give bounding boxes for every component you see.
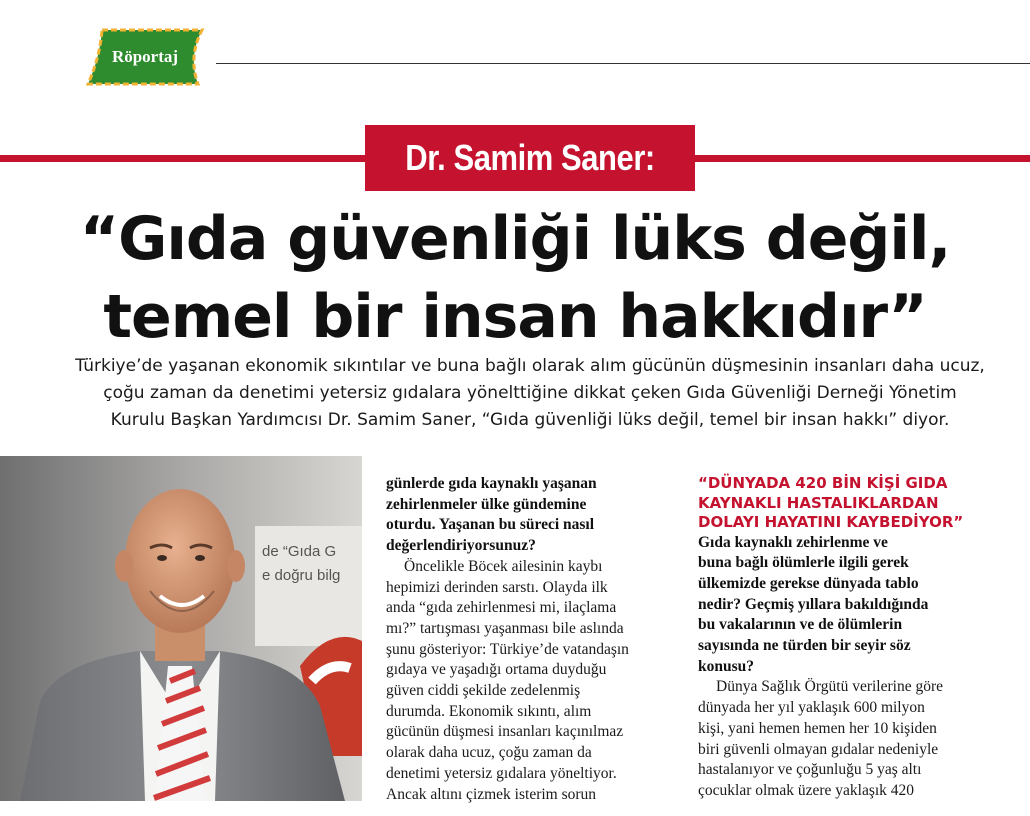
answer-line: denetimi yetersiz gıdalara yöneltiyor. (386, 764, 617, 782)
question-line: zehirlenmeler ülke gündemine (386, 495, 587, 513)
answer-line: kişi, yani hemen hemen her 10 kişiden (698, 719, 937, 737)
question-line: Gıda kaynaklı zehirlenme ve (698, 533, 888, 551)
question-line: ülkemizde gerekse dünyada tablo (698, 574, 919, 592)
interviewee-name-box (365, 125, 695, 191)
interviewee-name: Dr. Samim Saner: (405, 137, 655, 178)
answer-line: anda “gıda zehirlenmesi mi, ilaçlama (386, 599, 617, 617)
answer-line: gücünün düşmesi insanları kaçınılmaz (386, 723, 624, 741)
question-line: bu vakalarının ve de ölümlerin (698, 616, 903, 634)
answer-line: hastalanıyor ve çoğunluğu 5 yaş altı (698, 761, 922, 779)
question-line: nedir? Geçmiş yıllara bakıldığında (698, 595, 929, 613)
answer-line: hepimizi derinden sarstı. Olayda ilk (386, 578, 608, 596)
question-line: günlerde gıda kaynaklı yaşanan (386, 475, 597, 492)
lead-line: çoğu zaman da denetimi yetersiz gıdalara yönelttiğine dikkat çeken Gıda Güvenliği Derneği Yönetim (103, 383, 957, 403)
subheading-line: DOLAYI HAYATINI KAYBEDİYOR” (698, 513, 964, 531)
interviewee-photo (0, 456, 362, 801)
answer-line: mı?” tartışması yaşanması bile aslında (386, 619, 624, 637)
photo-banner-text: de “Gıda G (262, 543, 337, 560)
answer-line: çocuklar olmak üzere yaklaşık 420 (698, 781, 915, 799)
answer-line: durumda. Ekonomik sıkıntı, alım (386, 702, 592, 720)
answer-line: Dünya Sağlık Örgütü verilerine göre (716, 678, 943, 696)
top-divider (216, 63, 1030, 64)
lead-paragraph (60, 353, 1000, 434)
section-badge (84, 27, 206, 87)
lead-line: Türkiye’de yaşanan ekonomik sıkıntılar ve buna bağlı olarak alım gücünün düşmesinin insanları daha ucuz, (75, 356, 985, 376)
question-line: buna bağlı ölümlerle ilgili gerek (698, 554, 909, 572)
headline-line: temel bir insan hakkıdır” (103, 282, 927, 352)
question-line: oturdu. Yaşanan bu süreci nasıl (386, 516, 595, 534)
question-line: konusu? (698, 657, 755, 675)
photo-banner-text: e doğru bilg (262, 567, 341, 584)
lead-line: Kurulu Başkan Yardımcısı Dr. Samim Saner, “Gıda güvenliği lüks değil, temel bir insan hakkı” diyor. (110, 410, 950, 430)
headline (0, 200, 1030, 356)
headline-line: “Gıda güvenliği lüks değil, (79, 204, 951, 274)
question-line: sayısında ne türden bir seyir söz (698, 637, 911, 655)
subheading-line: “DÜNYADA 420 BİN KİŞİ GIDA (698, 474, 948, 492)
answer-line: güven ciddi şekilde zedelenmiş (386, 682, 581, 700)
subheading-line: KAYNAKLI HASTALIKLARDAN (698, 493, 939, 512)
answer-line: Öncelikle Böcek ailesinin kaybı (404, 557, 603, 575)
question-line: değerlendiriyorsunuz? (386, 537, 536, 555)
article-column-middle (386, 474, 676, 805)
answer-line: olarak daha ucuz, çoğu zaman da (386, 744, 592, 762)
section-label: Röportaj (111, 47, 179, 66)
answer-line: biri güvenli olmayan gıdalar nedeniyle (698, 740, 939, 758)
article-column-right (698, 474, 998, 802)
answer-line: şunu gösteriyor: Türkiye’de vatandaşın (386, 640, 629, 658)
answer-line: gıdaya ve yaşadığı ortama duyduğu (386, 661, 607, 679)
answer-line: dünyada her yıl yaklaşık 600 milyon (698, 699, 925, 717)
answer-line: Ancak altını çizmek isterim sorun (386, 785, 597, 803)
